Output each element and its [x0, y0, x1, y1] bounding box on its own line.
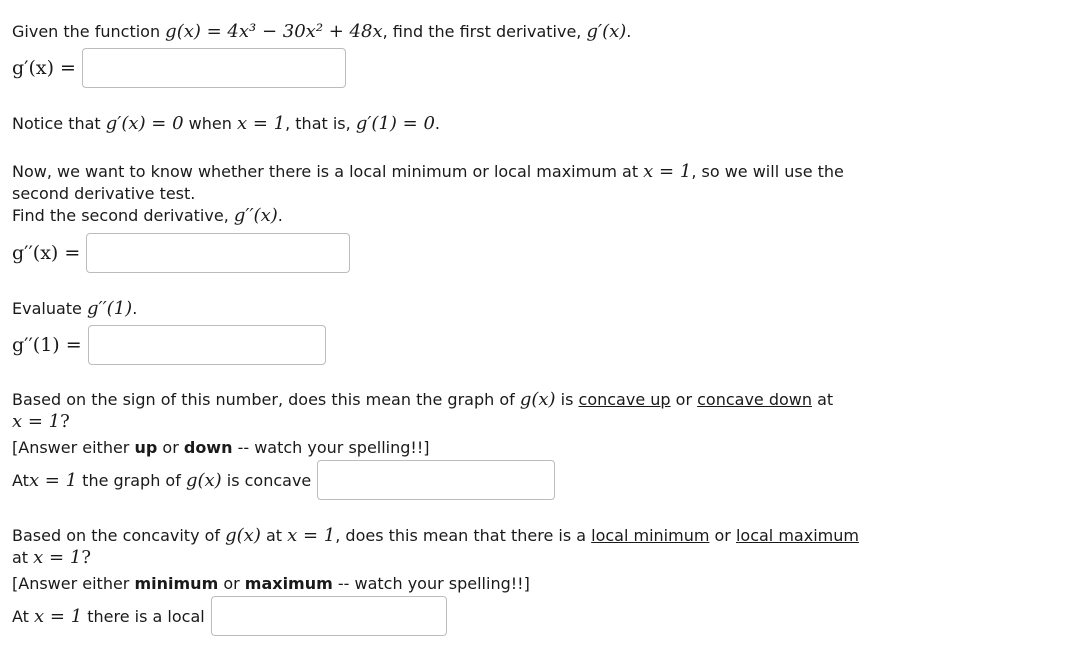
concavity-answer-row: At x = 1 the graph of g(x) is concave [12, 460, 555, 500]
derivative-expression: g′(x) [586, 21, 627, 42]
second-derivative-intro: Now, we want to know whether there is a local minimum or local maximum at x = 1, so we will use the second derivative test. Find the second derivative, g′′(x). [12, 161, 844, 226]
evaluate-text: Evaluate g′′(1). [12, 298, 138, 319]
concavity-input[interactable] [317, 460, 555, 500]
intro-line-2: second derivative test. [12, 184, 196, 203]
second-derivative-input[interactable] [86, 233, 350, 273]
concavity-question: Based on the sign of this number, does this mean the graph of g(x) is concave up or concave down at x = 1? [Answer either up or down -- watch your spelling!!] [12, 389, 834, 457]
math-expression: x = 1 [12, 411, 61, 432]
first-derivative-label: g′(x) = [12, 57, 76, 79]
evaluate-row [12, 325, 326, 365]
extremum-question: Based on the concavity of g(x) at x = 1, does this mean that there is a local minimum or local maximum at x = 1? [Answer either minimum or maximum -- watch your spelling!!] [12, 525, 859, 593]
second-derivative-label: g′′(x) = [12, 242, 81, 264]
evaluate-input[interactable] [88, 325, 326, 365]
question-first-derivative: Given the function g(x) = 4x³ − 30x² + 48x, find the first derivative, g′(x). [12, 21, 632, 42]
math-expression: g(x) [185, 469, 222, 491]
first-derivative-row [12, 48, 346, 88]
concavity-hint: [Answer either up or down -- watch your spelling!!] [12, 438, 430, 457]
local-minimum-link[interactable]: local minimum [591, 526, 710, 545]
math-expression: g(x) [519, 389, 556, 410]
math-expression: x = 1 [34, 605, 83, 627]
math-expression: x = 1 [28, 469, 78, 491]
second-derivative-row [12, 233, 350, 273]
math-expression: g(x) [225, 525, 261, 546]
math-expression: x = 1 [236, 113, 286, 134]
concave-down-link[interactable]: concave down [697, 390, 813, 409]
math-expression: g′′(x) [233, 205, 278, 226]
math-expression: x = 1 [33, 547, 82, 568]
math-expression: x = 1 [287, 525, 336, 546]
evaluate-label: g′′(1) = [12, 334, 82, 356]
math-expression: g′(x) = 0 [105, 113, 184, 134]
question-text: , find the first derivative, [382, 22, 587, 41]
notice-text: Notice that g′(x) = 0 when x = 1, that is, g′(1) = 0. [12, 113, 440, 134]
math-expression: g′(1) = 0 [355, 113, 435, 134]
first-derivative-input[interactable] [82, 48, 346, 88]
local-maximum-link[interactable]: local maximum [735, 526, 859, 545]
math-expression: g′′(1) [86, 298, 133, 319]
extremum-input[interactable] [211, 596, 447, 636]
math-expression: x = 1 [643, 161, 692, 182]
question-text: Given the function [12, 22, 166, 41]
extremum-answer-row: At x = 1 there is a local [12, 596, 447, 636]
concave-up-link[interactable]: concave up [578, 390, 671, 409]
extremum-hint: [Answer either minimum or maximum -- watch your spelling!!] [12, 574, 530, 593]
function-expression: g(x) = 4x³ − 30x² + 48x [165, 21, 383, 42]
